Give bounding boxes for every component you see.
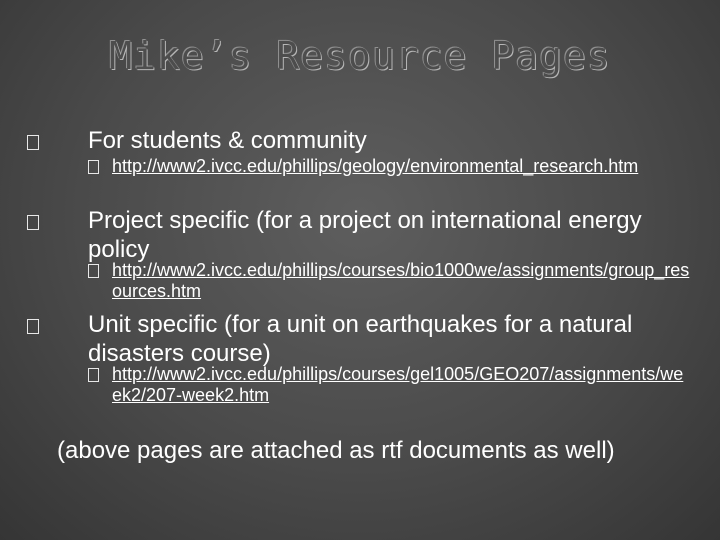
resource-link-3[interactable]: http://www2.ivcc.edu/phillips/courses/gel1005/GEO207/assignments/week2/207-week2.htm xyxy=(112,364,684,405)
footer-note: (above pages are attached as rtf documents as well) xyxy=(57,437,615,464)
resource-link-1[interactable]: http://www2.ivcc.edu/phillips/geology/environmental_research.htm xyxy=(112,156,639,176)
bullet-box-icon xyxy=(27,215,39,230)
resource-link-2[interactable]: http://www2.ivcc.edu/phillips/courses/bio1000we/assignments/group_resources.htm xyxy=(112,260,690,301)
bullet-box-icon xyxy=(27,135,39,150)
bullet-text: For students & community xyxy=(88,127,367,154)
sub-bullet-box-icon xyxy=(88,264,99,278)
bullet-box-icon xyxy=(27,319,39,334)
bullet-text: Unit specific (for a unit on earthquakes for a natural disasters course) xyxy=(88,311,633,367)
sub-bullet-box-icon xyxy=(88,368,99,382)
bullet-text: Project specific (for a project on international energy policy xyxy=(88,207,642,263)
sub-bullet-box-icon xyxy=(88,160,99,174)
slide-title: Mike’s Resource Pages xyxy=(109,34,611,78)
